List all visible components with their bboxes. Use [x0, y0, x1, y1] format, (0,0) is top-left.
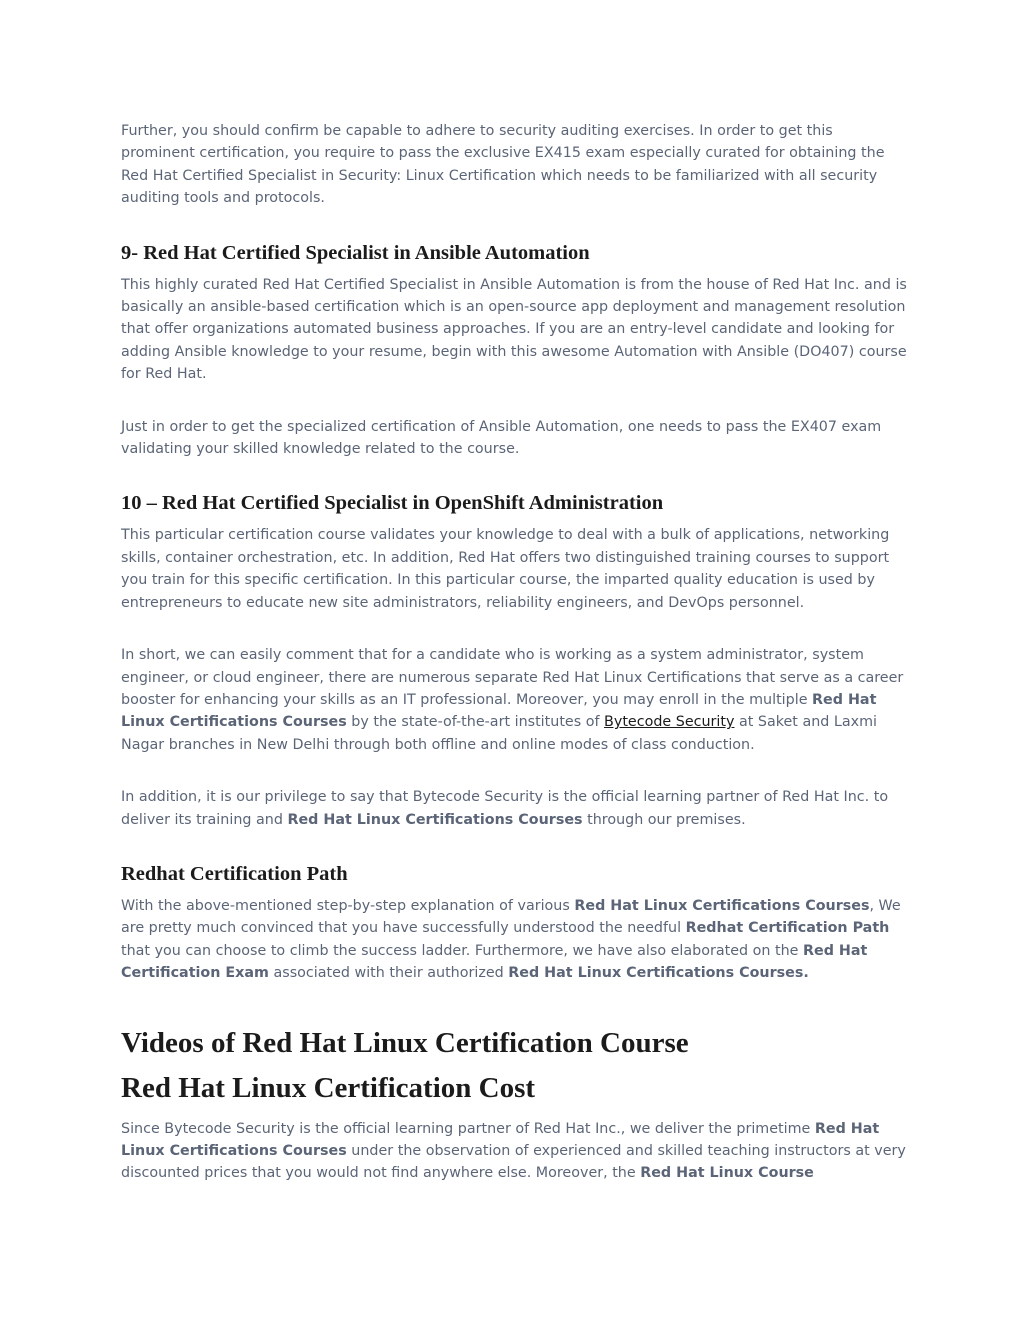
- bold-certification-path: Redhat Certification Path: [685, 920, 890, 937]
- videos-heading: Videos of Red Hat Linux Certification Course: [121, 1026, 689, 1059]
- text-run: that you can choose to climb the success ladder. Furthermore, we have also elaborated on the: [121, 942, 803, 959]
- bold-course-name: Red Hat Linux Certifications Courses: [574, 897, 870, 914]
- bold-course-name: Red Hat Linux Certifications Courses: [287, 811, 583, 828]
- text-run: , We are pretty much convinced that you have successfully understood the needful: [121, 897, 901, 937]
- bold-course-name: Red Hat Linux Certifications Courses: [121, 691, 877, 731]
- document-page: [121, 120, 911, 1185]
- cost-paragraph: [121, 1118, 911, 1185]
- text-run: at Saket and Laxmi Nagar branches in New Delhi through both offline and online modes of class conduction.: [121, 714, 877, 753]
- section-10-heading: 10 – Red Hat Certified Specialist in OpenShift Administration: [121, 492, 664, 515]
- cost-heading: Red Hat Linux Certification Cost: [121, 1071, 536, 1104]
- bold-certification-exam: Red Hat Certification Exam: [121, 942, 868, 982]
- bold-course-name: Red Hat Linux Certifications Courses.: [508, 965, 809, 982]
- section-9-paragraph-1: This highly curated Red Hat Certified Specialist in Ansible Automation is from the house of Red Hat Inc. and is basically an ansible-based certification which is an open-source app deployment and management resolution that offer organizations automated business approaches. If you are an entry-level candidate and looking for adding Ansible knowledge to your resume, begin with this awesome Automation with Ansible (DO407) course for Red Hat.: [121, 276, 907, 383]
- section-10-paragraph-3: [121, 786, 911, 831]
- text-run: With the above-mentioned step-by-step explanation of various: [121, 897, 575, 914]
- text-run: under the observation of experienced and skilled teaching instructors at very discounted prices that you would not find anywhere else. Moreover, the: [121, 1142, 906, 1182]
- text-run: by the state-of-the-art institutes of: [346, 714, 605, 731]
- certification-path-paragraph: [121, 895, 911, 985]
- text-run: In short, we can easily comment that for a candidate who is working as a system administrator, system engineer, or cloud engineer, there are numerous separate Red Hat Linux Certifications that serve as a career booster for enhancing your skills as an IT professional. Moreover, you may enroll in the multiple: [121, 647, 904, 708]
- bold-course-name: Red Hat Linux Certifications Courses: [121, 1120, 880, 1159]
- section-10-paragraph-2: [121, 644, 911, 756]
- section-9-paragraph-2: Just in order to get the specialized certification of Ansible Automation, one needs to pass the EX407 exam validating your skilled knowledge related to the course.: [121, 418, 882, 458]
- intro-paragraph: Further, you should confirm be capable to adhere to security auditing exercises. In order to get this prominent certification, you require to pass the exclusive EX415 exam especially curated for obtaining the Red Hat Certified Specialist in Security: Linux Certification which needs to be familiarized with all security auditing tools and protocols.: [121, 123, 885, 207]
- text-run: through our premises.: [582, 811, 746, 828]
- section-10-paragraph-1: This particular certification course validates your knowledge to deal with a bulk of applications, networking skills, container orchestration, etc. In addition, Red Hat offers two distinguished training courses to support you train for this specific certification. In this particular course, the imparted quality education is used by entrepreneurs to educate new site administrators, reliability engineers, and DevOps personnel.: [121, 527, 890, 611]
- section-9-heading: 9- Red Hat Certified Specialist in Ansible Automation: [121, 241, 590, 264]
- text-run: associated with their authorized: [268, 965, 509, 982]
- certification-path-heading: Redhat Certification Path: [121, 862, 348, 885]
- bold-course-name: Red Hat Linux Course: [640, 1165, 814, 1182]
- text-run: Since Bytecode Security is the official learning partner of Red Hat Inc., we deliver the primetime: [121, 1120, 815, 1137]
- bytecode-security-link[interactable]: Bytecode Security: [604, 714, 735, 731]
- text-run: In addition, it is our privilege to say that Bytecode Security is the official learning partner of Red Hat Inc. to deliver its training and: [121, 789, 889, 828]
